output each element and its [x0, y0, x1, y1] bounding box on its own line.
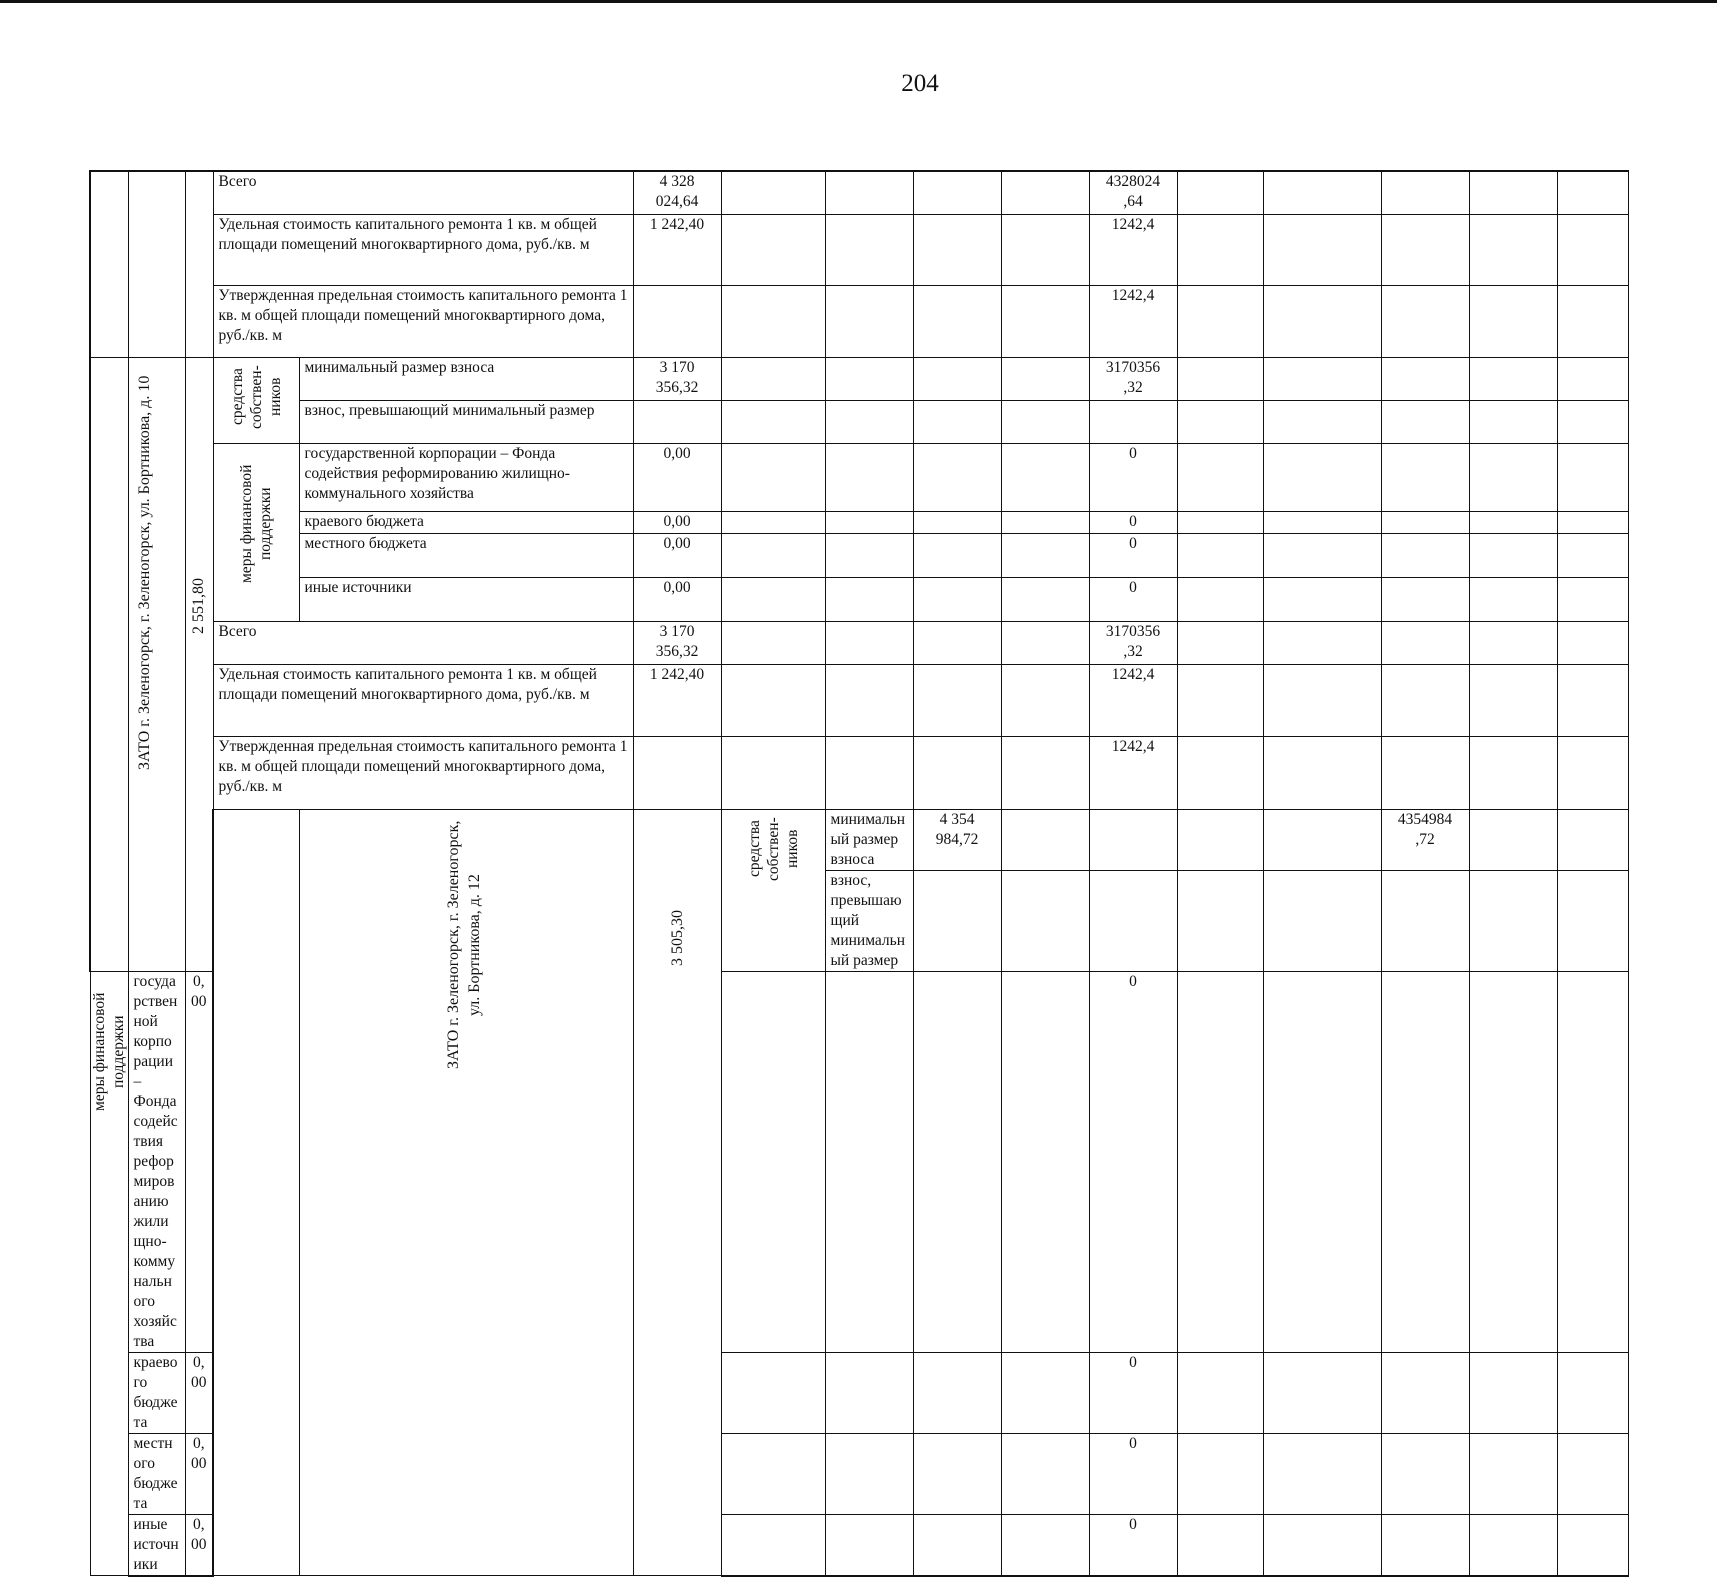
row-label-state-corp: государственной корпорации – Фонда содействия реформированию жилищно-коммунального хозяйства [128, 971, 185, 1352]
house-address: ЗАТО г. Зеленогорск, г. Зеленогорск, ул. Бортникова, д. 12 [299, 809, 633, 1576]
regional-value-alt: 0 [1089, 1352, 1177, 1433]
group-owners-funds: средства собствен-ников [213, 357, 299, 443]
min-contribution-value: 3 170 356,32 [633, 357, 721, 400]
local-value: 0,00 [633, 533, 721, 577]
row-label-unit-cost: Удельная стоимость капитального ремонта 1 кв. м общей площади помещений многоквартирного дома, руб./кв. м [213, 664, 633, 736]
approved-limit-value-alt: 1242,4 [1089, 736, 1177, 809]
other-value: 0,00 [633, 577, 721, 621]
table-row [90, 736, 1628, 809]
row-label-min-contribution: минимальный размер взноса [825, 809, 913, 870]
table-row [90, 357, 1628, 400]
row-label-total: Всего [213, 621, 633, 664]
total-value: 3 170 356,32 [633, 621, 721, 664]
group-support-measures: меры финансовой поддержки [213, 443, 299, 621]
scan-top-edge [0, 0, 1717, 3]
min-contribution-value-alt: 4354984 ,72 [1381, 809, 1469, 870]
table-row [90, 533, 1628, 577]
table-row [90, 621, 1628, 664]
table-row [90, 214, 1628, 285]
table-row [90, 400, 1628, 443]
local-value: 0,00 [185, 1433, 213, 1514]
table-row [90, 664, 1628, 736]
row-label-total: Всего [213, 171, 633, 214]
table-row [90, 577, 1628, 621]
row-label-state-corp: государственной корпорации – Фонда содействия реформированию жилищно-коммунального хозяйства [299, 443, 633, 511]
row-label-regional: краевого бюджета [128, 1352, 185, 1433]
group-owners-funds: средства собствен-ников [721, 809, 825, 971]
frame-cell [90, 171, 128, 357]
row-label-over-min: взнос, превышающий минимальный размер [825, 870, 913, 971]
row-label-approved-limit: Утвержденная предельная стоимость капитального ремонта 1 кв. м общей площади помещений многоквартирного дома, руб./кв. м [213, 285, 633, 357]
row-label-over-min: взнос, превышающий минимальный размер [299, 400, 633, 443]
regional-value-alt: 0 [1089, 511, 1177, 533]
approved-limit-value-alt: 1242,4 [1089, 285, 1177, 357]
row-label-approved-limit: Утвержденная предельная стоимость капитального ремонта 1 кв. м общей площади помещений многоквартирного дома, руб./кв. м [213, 736, 633, 809]
min-contribution-value: 4 354 984,72 [913, 809, 1001, 870]
table-row [90, 809, 1628, 870]
frame-cell [90, 357, 128, 971]
total-value: 4 328 024,64 [633, 171, 721, 214]
row-label-local: местного бюджета [128, 1433, 185, 1514]
unit-cost-value-alt: 1242,4 [1089, 664, 1177, 736]
row-label-other: иные источники [299, 577, 633, 621]
unit-cost-value-alt: 1242,4 [1089, 214, 1177, 285]
total-value-alt: 3170356 ,32 [1089, 621, 1177, 664]
page-number: 204 [901, 70, 939, 97]
total-value-alt: 4328024 ,64 [1089, 171, 1177, 214]
house-area: 3 505,30 [633, 809, 721, 1576]
state-corp-value: 0,00 [633, 443, 721, 511]
row-label-unit-cost: Удельная стоимость капитального ремонта 1 кв. м общей площади помещений многоквартирного дома, руб./кв. м [213, 214, 633, 285]
area-cell [185, 171, 213, 357]
frame-cell [213, 809, 299, 1576]
min-contribution-value-alt: 3170356 ,32 [1089, 357, 1177, 400]
address-cell [128, 171, 185, 357]
other-value-alt: 0 [1089, 577, 1177, 621]
row-label-min-contribution: минимальный размер взноса [299, 357, 633, 400]
table-row [90, 285, 1628, 357]
state-corp-value-alt: 0 [1089, 443, 1177, 511]
house-address: ЗАТО г. Зеленогорск, г. Зеленогорск, ул. Бортникова, д. 10 [128, 357, 185, 971]
capital-repair-table [89, 170, 1629, 1577]
local-value-alt: 0 [1089, 533, 1177, 577]
regional-value: 0,00 [633, 511, 721, 533]
row-label-regional: краевого бюджета [299, 511, 633, 533]
house-area: 2 551,80 [185, 357, 213, 971]
regional-value: 0,00 [185, 1352, 213, 1433]
table-row [90, 443, 1628, 511]
row-label-other: иные источники [128, 1514, 185, 1576]
other-value: 0,00 [185, 1514, 213, 1576]
group-support-measures: меры финансовой поддержки [90, 971, 128, 1576]
unit-cost-value: 1 242,40 [633, 214, 721, 285]
state-corp-value: 0,00 [185, 971, 213, 1352]
local-value-alt: 0 [1089, 1433, 1177, 1514]
state-corp-value-alt: 0 [1089, 971, 1177, 1352]
table-row [90, 171, 1628, 214]
row-label-local: местного бюджета [299, 533, 633, 577]
other-value-alt: 0 [1089, 1514, 1177, 1576]
table-row [90, 511, 1628, 533]
unit-cost-value: 1 242,40 [633, 664, 721, 736]
